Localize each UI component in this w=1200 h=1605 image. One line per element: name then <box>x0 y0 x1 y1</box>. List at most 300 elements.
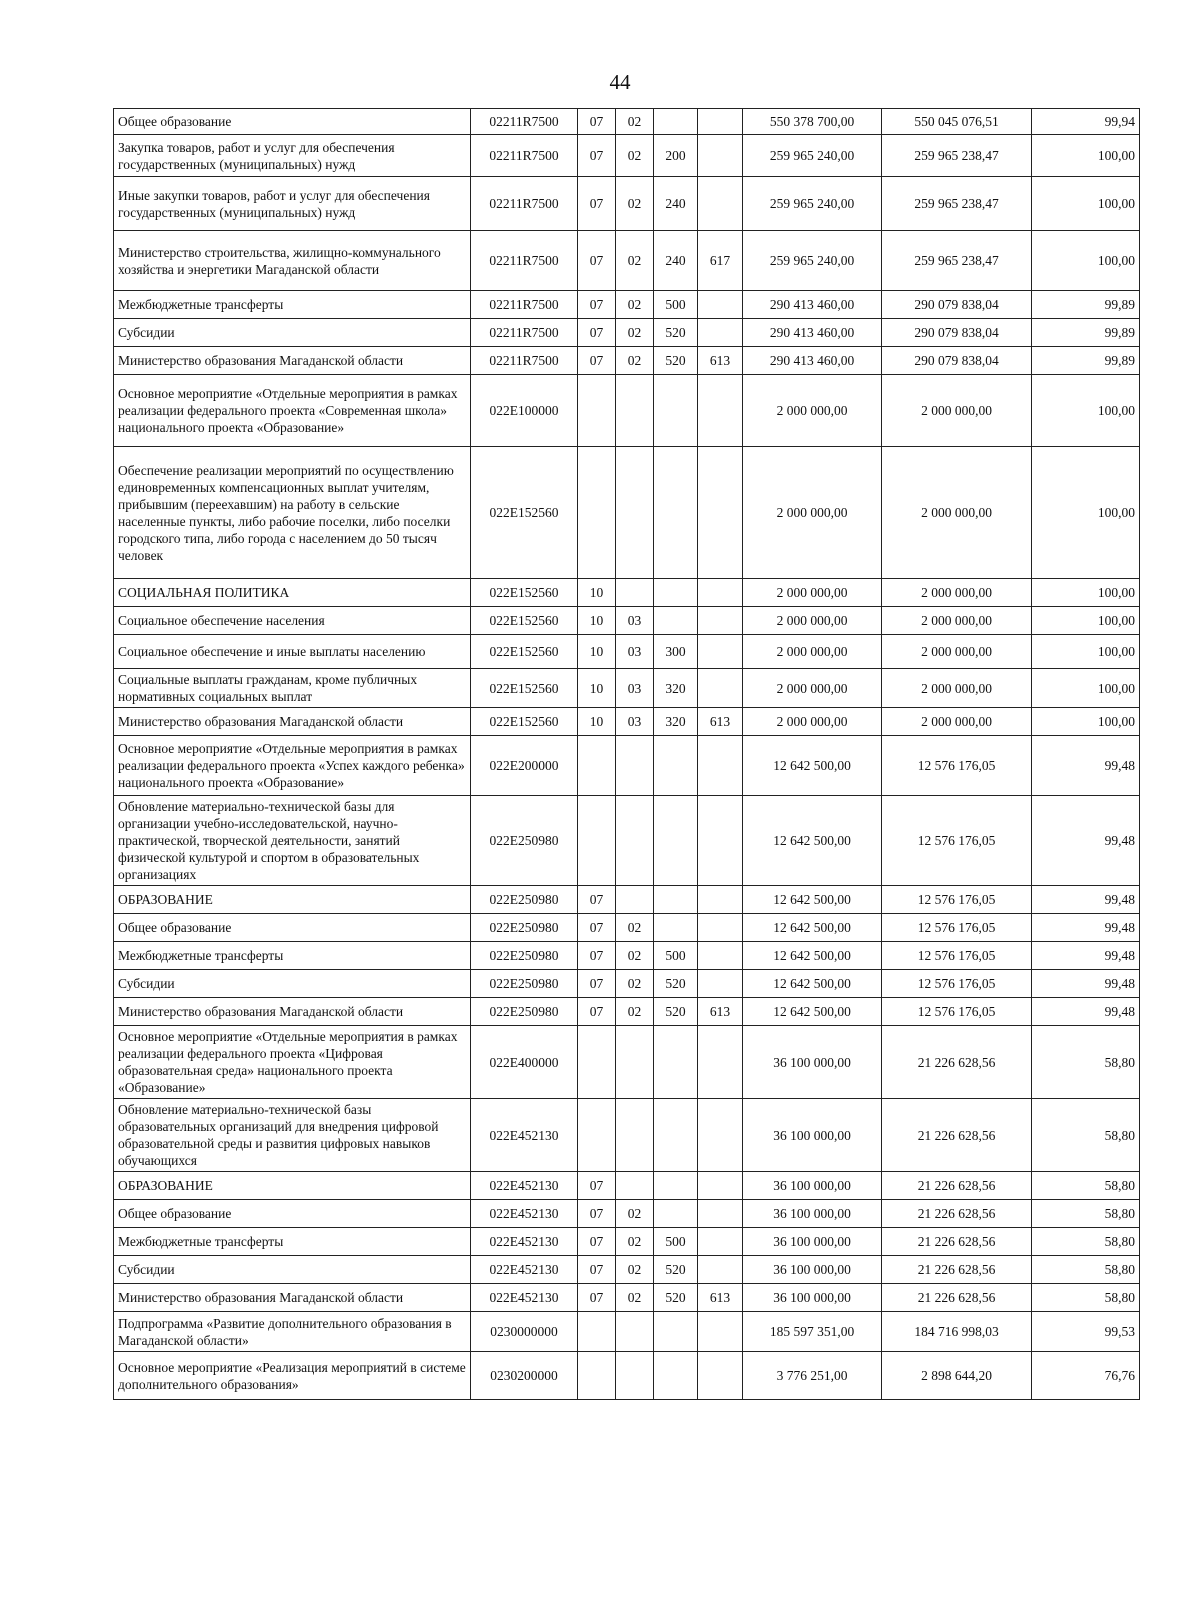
planned-amount-cell: 290 413 460,00 <box>743 347 882 375</box>
subsection-cell: 02 <box>616 1284 654 1312</box>
execution-percent-cell: 99,48 <box>1032 942 1140 970</box>
section-cell <box>578 736 616 796</box>
administrator-code-cell <box>698 635 743 669</box>
row-name-cell: Основное мероприятие «Отдельные мероприятия в рамках реализации федерального проекта «Цифровая образовательная среда» национального проекта «Образование» <box>114 1026 471 1099</box>
subsection-cell <box>616 579 654 607</box>
subsection-cell <box>616 1352 654 1400</box>
planned-amount-cell: 2 000 000,00 <box>743 375 882 447</box>
administrator-code-cell <box>698 669 743 708</box>
target-article-cell: 02211R7500 <box>471 109 578 135</box>
table-row <box>114 109 1140 135</box>
target-article-cell: 02211R7500 <box>471 135 578 177</box>
expense-type-cell <box>654 1172 698 1200</box>
subsection-cell <box>616 375 654 447</box>
administrator-code-cell <box>698 291 743 319</box>
administrator-code-cell: 613 <box>698 708 743 736</box>
expense-type-cell: 520 <box>654 319 698 347</box>
execution-percent-cell: 100,00 <box>1032 635 1140 669</box>
subsection-cell: 03 <box>616 708 654 736</box>
subsection-cell: 02 <box>616 1200 654 1228</box>
execution-percent-cell: 99,53 <box>1032 1312 1140 1352</box>
execution-percent-cell: 76,76 <box>1032 1352 1140 1400</box>
table-row <box>114 375 1140 447</box>
row-name-cell: Межбюджетные трансферты <box>114 291 471 319</box>
subsection-cell: 02 <box>616 1228 654 1256</box>
table-row <box>114 669 1140 708</box>
expense-type-cell: 500 <box>654 1228 698 1256</box>
row-name-cell: Субсидии <box>114 319 471 347</box>
administrator-code-cell <box>698 1312 743 1352</box>
expense-type-cell <box>654 109 698 135</box>
actual-amount-cell: 2 000 000,00 <box>882 579 1032 607</box>
planned-amount-cell: 36 100 000,00 <box>743 1284 882 1312</box>
planned-amount-cell: 12 642 500,00 <box>743 970 882 998</box>
planned-amount-cell: 12 642 500,00 <box>743 942 882 970</box>
section-cell: 07 <box>578 886 616 914</box>
execution-percent-cell: 100,00 <box>1032 669 1140 708</box>
target-article-cell: 022E452130 <box>471 1284 578 1312</box>
table-row <box>114 886 1140 914</box>
planned-amount-cell: 2 000 000,00 <box>743 607 882 635</box>
actual-amount-cell: 2 000 000,00 <box>882 669 1032 708</box>
budget-table <box>113 108 1140 1400</box>
administrator-code-cell <box>698 796 743 886</box>
planned-amount-cell: 2 000 000,00 <box>743 708 882 736</box>
table-row <box>114 347 1140 375</box>
execution-percent-cell: 100,00 <box>1032 177 1140 231</box>
row-name-cell: Основное мероприятие «Отдельные мероприятия в рамках реализации федерального проекта «Успех каждого ребенка» национального проекта «Образование» <box>114 736 471 796</box>
row-name-cell: Закупка товаров, работ и услуг для обеспечения государственных (муниципальных) нужд <box>114 135 471 177</box>
page-number: 44 <box>609 70 631 94</box>
administrator-code-cell <box>698 1026 743 1099</box>
execution-percent-cell: 100,00 <box>1032 135 1140 177</box>
section-cell: 10 <box>578 708 616 736</box>
planned-amount-cell: 2 000 000,00 <box>743 669 882 708</box>
actual-amount-cell: 12 576 176,05 <box>882 914 1032 942</box>
expense-type-cell <box>654 1200 698 1228</box>
row-name-cell: Межбюджетные трансферты <box>114 942 471 970</box>
actual-amount-cell: 12 576 176,05 <box>882 886 1032 914</box>
section-cell <box>578 1026 616 1099</box>
row-name-cell: ОБРАЗОВАНИЕ <box>114 886 471 914</box>
actual-amount-cell: 21 226 628,56 <box>882 1200 1032 1228</box>
target-article-cell: 022E250980 <box>471 942 578 970</box>
table-row <box>114 708 1140 736</box>
row-name-cell: Социальные выплаты гражданам, кроме публичных нормативных социальных выплат <box>114 669 471 708</box>
row-name-cell: Министерство образования Магаданской области <box>114 708 471 736</box>
target-article-cell: 02211R7500 <box>471 319 578 347</box>
expense-type-cell <box>654 579 698 607</box>
row-name-cell: Министерство строительства, жилищно-коммунального хозяйства и энергетики Магаданской области <box>114 231 471 291</box>
expense-type-cell: 500 <box>654 942 698 970</box>
target-article-cell: 022E250980 <box>471 970 578 998</box>
subsection-cell: 03 <box>616 635 654 669</box>
actual-amount-cell: 184 716 998,03 <box>882 1312 1032 1352</box>
execution-percent-cell: 58,80 <box>1032 1228 1140 1256</box>
actual-amount-cell: 12 576 176,05 <box>882 736 1032 796</box>
actual-amount-cell: 290 079 838,04 <box>882 291 1032 319</box>
administrator-code-cell <box>698 177 743 231</box>
execution-percent-cell: 99,48 <box>1032 998 1140 1026</box>
section-cell: 07 <box>578 914 616 942</box>
administrator-code-cell <box>698 109 743 135</box>
row-name-cell: Общее образование <box>114 109 471 135</box>
execution-percent-cell: 58,80 <box>1032 1200 1140 1228</box>
subsection-cell: 02 <box>616 291 654 319</box>
actual-amount-cell: 21 226 628,56 <box>882 1284 1032 1312</box>
table-row <box>114 291 1140 319</box>
table-row <box>114 1312 1140 1352</box>
administrator-code-cell <box>698 1352 743 1400</box>
execution-percent-cell: 99,89 <box>1032 347 1140 375</box>
target-article-cell: 022E152560 <box>471 708 578 736</box>
planned-amount-cell: 2 000 000,00 <box>743 635 882 669</box>
execution-percent-cell: 99,48 <box>1032 796 1140 886</box>
row-name-cell: Основное мероприятие «Реализация мероприятий в системе дополнительного образования» <box>114 1352 471 1400</box>
subsection-cell: 02 <box>616 970 654 998</box>
row-name-cell: Обновление материально-технической базы образовательных организаций для внедрения цифровой образовательной среды и развития цифровых навыков обучающихся <box>114 1099 471 1172</box>
table-row <box>114 942 1140 970</box>
section-cell: 07 <box>578 135 616 177</box>
planned-amount-cell: 36 100 000,00 <box>743 1200 882 1228</box>
planned-amount-cell: 185 597 351,00 <box>743 1312 882 1352</box>
execution-percent-cell: 100,00 <box>1032 708 1140 736</box>
section-cell <box>578 1099 616 1172</box>
table-row <box>114 177 1140 231</box>
execution-percent-cell: 99,48 <box>1032 914 1140 942</box>
expense-type-cell <box>654 914 698 942</box>
planned-amount-cell: 12 642 500,00 <box>743 998 882 1026</box>
planned-amount-cell: 2 000 000,00 <box>743 579 882 607</box>
administrator-code-cell <box>698 942 743 970</box>
row-name-cell: Обеспечение реализации мероприятий по осуществлению единовременных компенсационных выплат учителям, прибывшим (переехавшим) на работу в сельские населенные пункты, либо рабочие поселки, либо поселки городского типа, либо города с населением до 50 тысяч человек <box>114 447 471 579</box>
execution-percent-cell: 58,80 <box>1032 1172 1140 1200</box>
subsection-cell <box>616 1312 654 1352</box>
row-name-cell: Министерство образования Магаданской области <box>114 347 471 375</box>
expense-type-cell <box>654 886 698 914</box>
administrator-code-cell: 613 <box>698 998 743 1026</box>
actual-amount-cell: 2 000 000,00 <box>882 375 1032 447</box>
section-cell: 07 <box>578 291 616 319</box>
administrator-code-cell: 613 <box>698 347 743 375</box>
section-cell <box>578 375 616 447</box>
actual-amount-cell: 21 226 628,56 <box>882 1256 1032 1284</box>
subsection-cell <box>616 1099 654 1172</box>
administrator-code-cell <box>698 1256 743 1284</box>
section-cell: 07 <box>578 177 616 231</box>
administrator-code-cell <box>698 1099 743 1172</box>
target-article-cell: 02211R7500 <box>471 291 578 319</box>
table-row <box>114 231 1140 291</box>
table-row <box>114 796 1140 886</box>
actual-amount-cell: 12 576 176,05 <box>882 970 1032 998</box>
target-article-cell: 022E250980 <box>471 796 578 886</box>
subsection-cell: 02 <box>616 135 654 177</box>
planned-amount-cell: 36 100 000,00 <box>743 1256 882 1284</box>
actual-amount-cell: 12 576 176,05 <box>882 796 1032 886</box>
section-cell: 10 <box>578 579 616 607</box>
target-article-cell: 022E152560 <box>471 579 578 607</box>
table-row <box>114 447 1140 579</box>
actual-amount-cell: 12 576 176,05 <box>882 942 1032 970</box>
planned-amount-cell: 12 642 500,00 <box>743 736 882 796</box>
target-article-cell: 022E100000 <box>471 375 578 447</box>
administrator-code-cell <box>698 736 743 796</box>
subsection-cell: 03 <box>616 669 654 708</box>
table-row <box>114 1099 1140 1172</box>
section-cell: 07 <box>578 347 616 375</box>
administrator-code-cell <box>698 607 743 635</box>
row-name-cell: Иные закупки товаров, работ и услуг для обеспечения государственных (муниципальных) нужд <box>114 177 471 231</box>
target-article-cell: 022E452130 <box>471 1256 578 1284</box>
expense-type-cell <box>654 1026 698 1099</box>
expense-type-cell: 500 <box>654 291 698 319</box>
section-cell <box>578 1312 616 1352</box>
expense-type-cell <box>654 796 698 886</box>
target-article-cell: 022E250980 <box>471 886 578 914</box>
table-row <box>114 135 1140 177</box>
actual-amount-cell: 550 045 076,51 <box>882 109 1032 135</box>
administrator-code-cell: 613 <box>698 1284 743 1312</box>
table-row <box>114 1352 1140 1400</box>
target-article-cell: 022E250980 <box>471 914 578 942</box>
target-article-cell: 022E452130 <box>471 1172 578 1200</box>
row-name-cell: Основное мероприятие «Отдельные мероприятия в рамках реализации федерального проекта «Современная школа» национального проекта «Образование» <box>114 375 471 447</box>
section-cell: 07 <box>578 319 616 347</box>
target-article-cell: 02211R7500 <box>471 177 578 231</box>
actual-amount-cell: 21 226 628,56 <box>882 1099 1032 1172</box>
planned-amount-cell: 550 378 700,00 <box>743 109 882 135</box>
table-row <box>114 635 1140 669</box>
execution-percent-cell: 100,00 <box>1032 607 1140 635</box>
expense-type-cell: 520 <box>654 1256 698 1284</box>
subsection-cell: 02 <box>616 998 654 1026</box>
expense-type-cell: 200 <box>654 135 698 177</box>
table-row <box>114 998 1140 1026</box>
row-name-cell: Социальное обеспечение и иные выплаты населению <box>114 635 471 669</box>
section-cell <box>578 447 616 579</box>
row-name-cell: Министерство образования Магаданской области <box>114 1284 471 1312</box>
expense-type-cell: 300 <box>654 635 698 669</box>
subsection-cell <box>616 796 654 886</box>
target-article-cell: 0230000000 <box>471 1312 578 1352</box>
table-row <box>114 1256 1140 1284</box>
actual-amount-cell: 2 000 000,00 <box>882 635 1032 669</box>
expense-type-cell: 520 <box>654 970 698 998</box>
execution-percent-cell: 99,89 <box>1032 291 1140 319</box>
expense-type-cell <box>654 607 698 635</box>
administrator-code-cell <box>698 579 743 607</box>
execution-percent-cell: 100,00 <box>1032 579 1140 607</box>
expense-type-cell <box>654 375 698 447</box>
planned-amount-cell: 12 642 500,00 <box>743 796 882 886</box>
subsection-cell: 03 <box>616 607 654 635</box>
execution-percent-cell: 100,00 <box>1032 375 1140 447</box>
section-cell: 07 <box>578 1200 616 1228</box>
row-name-cell: СОЦИАЛЬНАЯ ПОЛИТИКА <box>114 579 471 607</box>
subsection-cell: 02 <box>616 942 654 970</box>
subsection-cell <box>616 447 654 579</box>
subsection-cell <box>616 1026 654 1099</box>
execution-percent-cell: 99,48 <box>1032 970 1140 998</box>
table-row <box>114 914 1140 942</box>
table-row <box>114 319 1140 347</box>
planned-amount-cell: 12 642 500,00 <box>743 886 882 914</box>
administrator-code-cell: 617 <box>698 231 743 291</box>
expense-type-cell: 520 <box>654 1284 698 1312</box>
row-name-cell: Межбюджетные трансферты <box>114 1228 471 1256</box>
planned-amount-cell: 290 413 460,00 <box>743 291 882 319</box>
actual-amount-cell: 12 576 176,05 <box>882 998 1032 1026</box>
row-name-cell: Общее образование <box>114 914 471 942</box>
planned-amount-cell: 36 100 000,00 <box>743 1228 882 1256</box>
planned-amount-cell: 36 100 000,00 <box>743 1099 882 1172</box>
row-name-cell: Подпрограмма «Развитие дополнительного образования в Магаданской области» <box>114 1312 471 1352</box>
administrator-code-cell <box>698 914 743 942</box>
expense-type-cell <box>654 447 698 579</box>
target-article-cell: 022E152560 <box>471 669 578 708</box>
target-article-cell: 022E152560 <box>471 607 578 635</box>
target-article-cell: 022E400000 <box>471 1026 578 1099</box>
target-article-cell: 022E250980 <box>471 998 578 1026</box>
administrator-code-cell <box>698 1228 743 1256</box>
section-cell: 07 <box>578 970 616 998</box>
target-article-cell: 022E152560 <box>471 635 578 669</box>
execution-percent-cell: 99,89 <box>1032 319 1140 347</box>
actual-amount-cell: 290 079 838,04 <box>882 347 1032 375</box>
subsection-cell: 02 <box>616 1256 654 1284</box>
subsection-cell: 02 <box>616 177 654 231</box>
administrator-code-cell <box>698 447 743 579</box>
execution-percent-cell: 99,48 <box>1032 736 1140 796</box>
actual-amount-cell: 2 000 000,00 <box>882 708 1032 736</box>
target-article-cell: 022E452130 <box>471 1200 578 1228</box>
section-cell: 07 <box>578 1284 616 1312</box>
row-name-cell: Субсидии <box>114 1256 471 1284</box>
target-article-cell: 022E452130 <box>471 1228 578 1256</box>
section-cell: 10 <box>578 669 616 708</box>
actual-amount-cell: 2 000 000,00 <box>882 607 1032 635</box>
table-body <box>114 109 1140 1400</box>
section-cell: 07 <box>578 942 616 970</box>
execution-percent-cell: 58,80 <box>1032 1026 1140 1099</box>
subsection-cell: 02 <box>616 914 654 942</box>
subsection-cell: 02 <box>616 319 654 347</box>
execution-percent-cell: 99,48 <box>1032 886 1140 914</box>
section-cell <box>578 796 616 886</box>
section-cell <box>578 1352 616 1400</box>
planned-amount-cell: 259 965 240,00 <box>743 231 882 291</box>
expense-type-cell: 520 <box>654 998 698 1026</box>
actual-amount-cell: 290 079 838,04 <box>882 319 1032 347</box>
section-cell: 07 <box>578 109 616 135</box>
table-row <box>114 1284 1140 1312</box>
actual-amount-cell: 259 965 238,47 <box>882 231 1032 291</box>
administrator-code-cell <box>698 135 743 177</box>
execution-percent-cell: 58,80 <box>1032 1099 1140 1172</box>
administrator-code-cell <box>698 886 743 914</box>
expense-type-cell <box>654 1099 698 1172</box>
execution-percent-cell: 99,94 <box>1032 109 1140 135</box>
row-name-cell: Субсидии <box>114 970 471 998</box>
actual-amount-cell: 21 226 628,56 <box>882 1172 1032 1200</box>
table-row <box>114 736 1140 796</box>
execution-percent-cell: 58,80 <box>1032 1284 1140 1312</box>
subsection-cell: 02 <box>616 109 654 135</box>
expense-type-cell <box>654 736 698 796</box>
planned-amount-cell: 290 413 460,00 <box>743 319 882 347</box>
target-article-cell: 022E152560 <box>471 447 578 579</box>
section-cell: 07 <box>578 998 616 1026</box>
execution-percent-cell: 58,80 <box>1032 1256 1140 1284</box>
administrator-code-cell <box>698 375 743 447</box>
table-row <box>114 607 1140 635</box>
target-article-cell: 02211R7500 <box>471 231 578 291</box>
actual-amount-cell: 21 226 628,56 <box>882 1026 1032 1099</box>
target-article-cell: 02211R7500 <box>471 347 578 375</box>
row-name-cell: Обновление материально-технической базы для организации учебно-исследовательской, научно-практической, творческой деятельности, занятий физической культурой и спортом в образовательных организациях <box>114 796 471 886</box>
section-cell: 10 <box>578 635 616 669</box>
subsection-cell <box>616 736 654 796</box>
actual-amount-cell: 21 226 628,56 <box>882 1228 1032 1256</box>
row-name-cell: Общее образование <box>114 1200 471 1228</box>
subsection-cell: 02 <box>616 231 654 291</box>
table-row <box>114 1172 1140 1200</box>
table-row <box>114 970 1140 998</box>
expense-type-cell: 240 <box>654 231 698 291</box>
expense-type-cell: 240 <box>654 177 698 231</box>
administrator-code-cell <box>698 319 743 347</box>
actual-amount-cell: 259 965 238,47 <box>882 135 1032 177</box>
row-name-cell: ОБРАЗОВАНИЕ <box>114 1172 471 1200</box>
target-article-cell: 022E452130 <box>471 1099 578 1172</box>
section-cell: 07 <box>578 1228 616 1256</box>
target-article-cell: 0230200000 <box>471 1352 578 1400</box>
execution-percent-cell: 100,00 <box>1032 231 1140 291</box>
expense-type-cell: 320 <box>654 669 698 708</box>
expense-type-cell: 520 <box>654 347 698 375</box>
planned-amount-cell: 3 776 251,00 <box>743 1352 882 1400</box>
planned-amount-cell: 36 100 000,00 <box>743 1172 882 1200</box>
expense-type-cell <box>654 1352 698 1400</box>
actual-amount-cell: 2 898 644,20 <box>882 1352 1032 1400</box>
planned-amount-cell: 259 965 240,00 <box>743 135 882 177</box>
administrator-code-cell <box>698 970 743 998</box>
section-cell: 10 <box>578 607 616 635</box>
planned-amount-cell: 36 100 000,00 <box>743 1026 882 1099</box>
table-row <box>114 579 1140 607</box>
target-article-cell: 022E200000 <box>471 736 578 796</box>
table-row <box>114 1200 1140 1228</box>
section-cell: 07 <box>578 231 616 291</box>
administrator-code-cell <box>698 1172 743 1200</box>
expense-type-cell <box>654 1312 698 1352</box>
row-name-cell: Социальное обеспечение населения <box>114 607 471 635</box>
expense-type-cell: 320 <box>654 708 698 736</box>
subsection-cell <box>616 886 654 914</box>
planned-amount-cell: 2 000 000,00 <box>743 447 882 579</box>
table-row <box>114 1228 1140 1256</box>
subsection-cell: 02 <box>616 347 654 375</box>
actual-amount-cell: 2 000 000,00 <box>882 447 1032 579</box>
table-row <box>114 1026 1140 1099</box>
administrator-code-cell <box>698 1200 743 1228</box>
section-cell: 07 <box>578 1172 616 1200</box>
row-name-cell: Министерство образования Магаданской области <box>114 998 471 1026</box>
subsection-cell <box>616 1172 654 1200</box>
section-cell: 07 <box>578 1256 616 1284</box>
actual-amount-cell: 259 965 238,47 <box>882 177 1032 231</box>
